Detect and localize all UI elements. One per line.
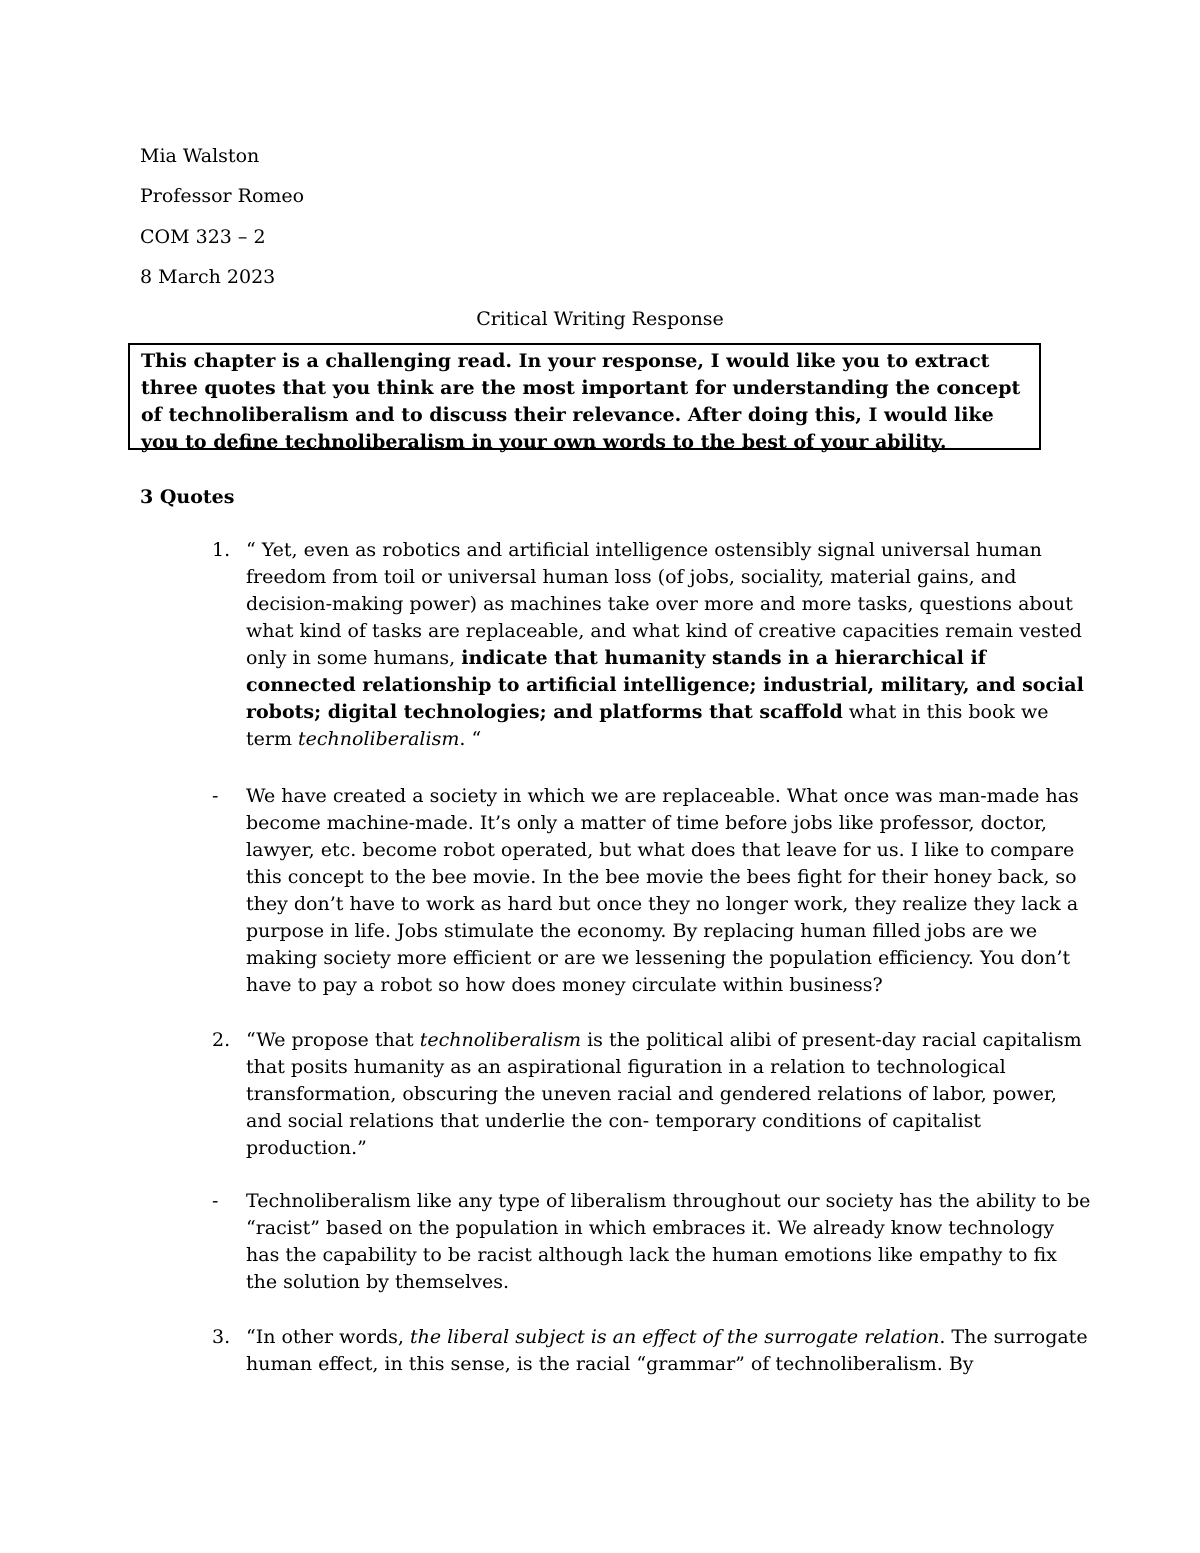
quote-text [246,537,1092,753]
quote-text-segment: . The surrogate human effect, in this sense, is the racial “grammar” of technoliberalism. By [246,1326,1088,1375]
quote-italic-segment: the liberal subject is an effect of the surrogate relation [409,1326,940,1348]
list-marker: 2. [212,1029,231,1051]
quote-text [246,1324,1092,1378]
quote-text-segment: “In other words, [246,1326,410,1348]
section-heading: 3 Quotes [140,486,235,508]
list-marker: - [212,1190,219,1212]
assignment-prompt-text: This chapter is a challenging read. In your response, I would like you to extract three quotes that you think are the most important for understanding the concept of technoliberalism and to discuss their relevance. After doing this, I would like you to define technoliberalism in your own words to the best of your ability. [141,350,1021,453]
quote-text-segment: . “ [459,728,482,750]
quote-italic-term: technoliberalism [298,728,460,750]
instructor-name: Professor Romeo [140,185,305,207]
list-marker: - [212,785,219,807]
author-name: Mia Walston [140,145,260,167]
quote-text-segment: “We propose that [246,1029,420,1051]
list-marker: 1. [212,539,231,561]
assignment-prompt-box [128,343,1041,453]
course-code: COM 323 – 2 [140,226,266,248]
quote-bold-segment: indicate that humanity stands in a hierarchical if connected relationship to artificial intelligence; industrial, military, and social robots; digital technologies; and platforms that scaffold [246,647,1084,723]
document-title: Critical Writing Response [476,308,724,330]
document-date: 8 March 2023 [140,266,276,288]
quote-text-segment: is the political alibi of present-day racial capitalism that posits humanity as an aspirational figuration in a relation to technological transformation, obscuring the uneven racial and gendered relations of labor, power, and social relations that underlie the con- temporary conditions of capitalist production.” [246,1029,1082,1159]
response-text: We have created a society in which we are replaceable. What once was man-made has become machine-made. It’s only a matter of time before jobs like professor, doctor, lawyer, etc. become robot operated, but what does that leave for us. I like to compare this concept to the bee movie. In the bee movie the bees fight for their honey back, so they don’t have to work as hard but once they no longer work, they realize they lack a purpose in life. Jobs stimulate the economy. By replacing human filled jobs are we making society more efficient or are we lessening the population efficiency. You don’t have to pay a robot so how does money circulate within business? [246,785,1079,996]
quote-text-segment: what in this book we term [246,701,1049,750]
list-marker: 3. [212,1326,231,1348]
quote-text [246,1027,1092,1162]
response-text: Technoliberalism like any type of liberalism throughout our society has the ability to be “racist” based on the population in which embraces it. We already know technology has the capability to be racist although lack the human emotions like empathy to fix the solution by themselves. [246,1190,1091,1293]
quote-italic-term: technoliberalism [419,1029,582,1051]
quote-text-segment: “ Yet, even as robotics and artificial intelligence ostensibly signal universal human freedom from toil or universal human loss (of jobs, sociality, material gains, and decision-making power) as machines take over more and more tasks, questions about what kind of tasks are replaceable, and what kind of creative capacities remain vested only in some humans, [246,539,1082,669]
